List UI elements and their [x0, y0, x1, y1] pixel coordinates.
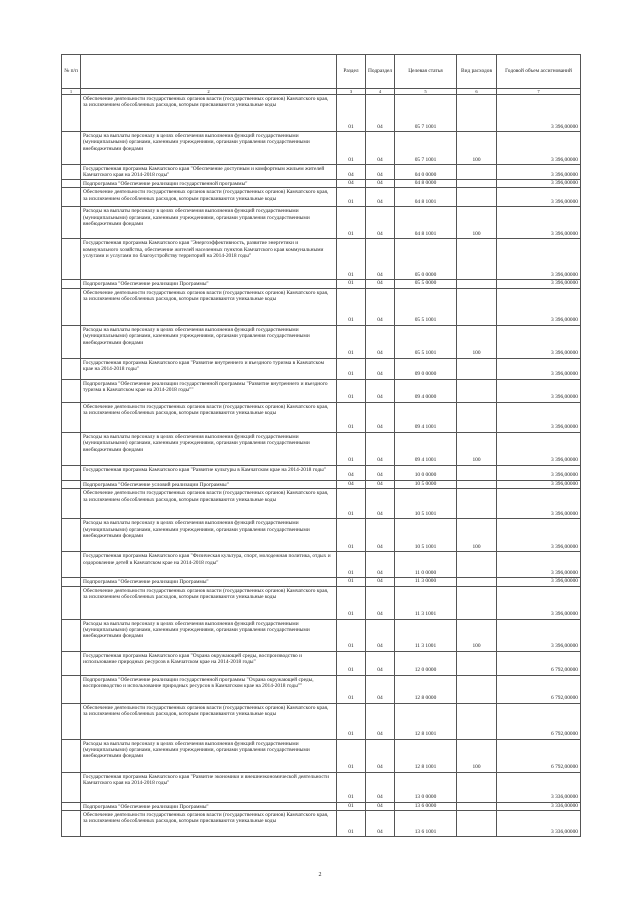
- row-number-cell: [62, 465, 81, 480]
- row-number-cell: [62, 379, 81, 402]
- row-amount-cell: 6 792,00000: [497, 651, 581, 675]
- row-section-cell: 01: [337, 288, 366, 325]
- row-section-cell: 01: [337, 432, 366, 465]
- row-subsection-cell: 04: [366, 188, 395, 207]
- row-section-cell: 01: [337, 188, 366, 207]
- row-name-cell: Государственная программа Камчатского края "Развитие внутреннего и въездного туризма в Камчатском крае на 2014-2018 годы": [81, 358, 337, 379]
- row-name-cell: Обеспечение деятельности государственных органов власти (государственных органов) Камчатского края, за исключением обособленных расходов, которым присваиваются уникальные коды: [81, 810, 337, 836]
- row-name-cell: Расходы на выплаты персоналу в целях обеспечения выполнения функций государственными (муниципальными) органами, казенными учреждениями, органами управления государственными внебюджетными фондами: [81, 519, 337, 552]
- table-row: [62, 379, 581, 402]
- row-section-cell: 01: [337, 239, 366, 280]
- column-number: 3: [337, 89, 366, 95]
- row-name-cell: Государственная программа Камчатского края "Развитие культуры в Камчатском крае на 2014-2018 годы": [81, 465, 337, 480]
- row-subsection-cell: 04: [366, 802, 395, 810]
- column-number: 1: [62, 89, 81, 95]
- row-target-article-cell: 04 8 1001: [395, 188, 457, 207]
- table-row: [62, 739, 581, 772]
- row-expense-type-cell: 100: [457, 619, 497, 651]
- table-row: [62, 288, 581, 325]
- row-subsection-cell: 04: [366, 358, 395, 379]
- row-subsection-cell: 04: [366, 132, 395, 165]
- row-target-article-cell: 12 8 1001: [395, 739, 457, 772]
- row-subsection-cell: 04: [366, 288, 395, 325]
- column-number: 2: [81, 89, 337, 95]
- row-subsection-cell: 04: [366, 810, 395, 836]
- row-expense-type-cell: [457, 772, 497, 802]
- row-name-cell: Расходы на выплаты персоналу в целях обеспечения выполнения функций государственными (муниципальными) органами, казенными учреждениями, органами управления государственными внебюджетными фондами: [81, 132, 337, 165]
- row-subsection-cell: 04: [366, 586, 395, 619]
- table-row: [62, 772, 581, 802]
- row-section-cell: 01: [337, 552, 366, 578]
- row-expense-type-cell: [457, 703, 497, 739]
- row-amount-cell: 3 396,00000: [497, 132, 581, 165]
- row-expense-type-cell: [457, 578, 497, 586]
- row-target-article-cell: 13 6 0000: [395, 802, 457, 810]
- row-number-cell: [62, 489, 81, 519]
- row-target-article-cell: 11 3 1001: [395, 586, 457, 619]
- row-section-cell: 01: [337, 619, 366, 651]
- row-name-cell: Государственная программа Камчатского края "Обеспечение доступным и комфортным жильем жителей Камчатского края на 2014-2018 годы": [81, 165, 337, 180]
- row-name-cell: Расходы на выплаты персоналу в целях обеспечения выполнения функций государственными (муниципальными) органами, казенными учреждениями, органами управления государственными внебюджетными фондами: [81, 619, 337, 651]
- column-number: 4: [366, 89, 395, 95]
- row-target-article-cell: 05 7 1001: [395, 132, 457, 165]
- row-target-article-cell: 13 0 0000: [395, 772, 457, 802]
- row-target-article-cell: 12 8 0000: [395, 675, 457, 703]
- row-subsection-cell: 04: [366, 207, 395, 239]
- row-subsection-cell: 04: [366, 465, 395, 480]
- row-subsection-cell: 04: [366, 379, 395, 402]
- row-amount-cell: 3 396,00000: [497, 578, 581, 586]
- row-target-article-cell: 05 0 0000: [395, 239, 457, 280]
- row-expense-type-cell: [457, 552, 497, 578]
- row-expense-type-cell: [457, 651, 497, 675]
- row-expense-type-cell: 100: [457, 207, 497, 239]
- row-number-cell: [62, 288, 81, 325]
- row-amount-cell: 3 396,00000: [497, 280, 581, 288]
- row-number-cell: [62, 280, 81, 288]
- row-target-article-cell: 10 5 0000: [395, 480, 457, 488]
- header-number: № п/п: [62, 55, 81, 89]
- table-row: [62, 132, 581, 165]
- row-number-cell: [62, 207, 81, 239]
- row-expense-type-cell: [457, 402, 497, 432]
- row-number-cell: [62, 739, 81, 772]
- row-amount-cell: 3 396,00000: [497, 358, 581, 379]
- table-header-row: [62, 55, 581, 89]
- row-expense-type-cell: 100: [457, 519, 497, 552]
- row-expense-type-cell: [457, 288, 497, 325]
- row-expense-type-cell: [457, 810, 497, 836]
- page-number: 2: [318, 872, 322, 878]
- row-expense-type-cell: [457, 180, 497, 188]
- row-expense-type-cell: [457, 489, 497, 519]
- table-row: [62, 432, 581, 465]
- row-target-article-cell: 05 5 0000: [395, 280, 457, 288]
- row-number-cell: [62, 432, 81, 465]
- row-section-cell: 01: [337, 358, 366, 379]
- row-subsection-cell: 04: [366, 703, 395, 739]
- row-name-cell: Расходы на выплаты персоналу в целях обеспечения выполнения функций государственными (муниципальными) органами, казенными учреждениями, органами управления государственными внебюджетными фондами: [81, 325, 337, 358]
- table-row: [62, 578, 581, 586]
- header-section: Раздел: [337, 55, 366, 89]
- row-amount-cell: 3 396,00000: [497, 325, 581, 358]
- row-name-cell: Подпрограмма "Обеспечение реализации государственной программы": [81, 180, 337, 188]
- row-section-cell: 01: [337, 95, 366, 132]
- row-section-cell: 01: [337, 651, 366, 675]
- row-target-article-cell: 05 5 1001: [395, 288, 457, 325]
- row-target-article-cell: 12 8 1001: [395, 703, 457, 739]
- row-name-cell: Обеспечение деятельности государственных органов власти (государственных органов) Камчатского края, за исключением обособленных расходов, которым присваиваются уникальные коды: [81, 95, 337, 132]
- row-target-article-cell: 12 0 0000: [395, 651, 457, 675]
- row-number-cell: [62, 810, 81, 836]
- row-target-article-cell: 11 0 0000: [395, 552, 457, 578]
- row-section-cell: 01: [337, 402, 366, 432]
- row-number-cell: [62, 772, 81, 802]
- row-amount-cell: 3 396,00000: [497, 165, 581, 180]
- row-target-article-cell: 13 6 1001: [395, 810, 457, 836]
- row-section-cell: 01: [337, 810, 366, 836]
- row-section-cell: 01: [337, 379, 366, 402]
- column-number: 5: [395, 89, 457, 95]
- row-target-article-cell: 09 4 0000: [395, 379, 457, 402]
- table-row: [62, 95, 581, 132]
- row-number-cell: [62, 325, 81, 358]
- row-section-cell: 01: [337, 578, 366, 586]
- row-subsection-cell: 04: [366, 578, 395, 586]
- row-name-cell: Государственная программа Камчатского края "Развитие экономики и внешнеэкономической деятельности Камчатского края на 2014-2018 годы": [81, 772, 337, 802]
- budget-table-sheet: [61, 54, 580, 837]
- header-name: [81, 55, 337, 89]
- row-amount-cell: 3 396,00000: [497, 180, 581, 188]
- row-target-article-cell: 10 5 1001: [395, 519, 457, 552]
- row-amount-cell: 3 396,00000: [497, 552, 581, 578]
- row-amount-cell: 3 396,00000: [497, 379, 581, 402]
- row-section-cell: 01: [337, 280, 366, 288]
- row-subsection-cell: 04: [366, 619, 395, 651]
- row-number-cell: [62, 358, 81, 379]
- table-row: [62, 480, 581, 488]
- table-body: [62, 95, 581, 837]
- row-name-cell: Обеспечение деятельности государственных органов власти (государственных органов) Камчатского края, за исключением обособленных расходов, которым присваиваются уникальные коды: [81, 402, 337, 432]
- row-target-article-cell: 09 0 0000: [395, 358, 457, 379]
- row-number-cell: [62, 480, 81, 488]
- row-expense-type-cell: [457, 465, 497, 480]
- header-expense-type: Вид расходов: [457, 55, 497, 89]
- row-amount-cell: 6 792,00000: [497, 739, 581, 772]
- row-expense-type-cell: [457, 239, 497, 280]
- row-expense-type-cell: [457, 480, 497, 488]
- row-name-cell: Обеспечение деятельности государственных органов власти (государственных органов) Камчатского края, за исключением обособленных расходов, которым присваиваются уникальные коды: [81, 489, 337, 519]
- row-section-cell: 01: [337, 802, 366, 810]
- row-name-cell: Расходы на выплаты персоналу в целях обеспечения выполнения функций государственными (муниципальными) органами, казенными учреждениями, органами управления государственными внебюджетными фондами: [81, 432, 337, 465]
- row-name-cell: Расходы на выплаты персоналу в целях обеспечения выполнения функций государственными (муниципальными) органами, казенными учреждениями, органами управления государственными внебюджетными фондами: [81, 739, 337, 772]
- row-section-cell: 01: [337, 489, 366, 519]
- row-name-cell: Подпрограмма "Обеспечение реализации государственной программы "Развитие внутреннего и въездного туризма в Камчатском крае на 2014-2018 годы"": [81, 379, 337, 402]
- row-expense-type-cell: [457, 379, 497, 402]
- row-subsection-cell: 04: [366, 675, 395, 703]
- row-target-article-cell: 04 8 0000: [395, 180, 457, 188]
- row-name-cell: Расходы на выплаты персоналу в целях обеспечения выполнения функций государственными (муниципальными) органами, казенными учреждениями, органами управления государственными внебюджетными фондами: [81, 207, 337, 239]
- row-expense-type-cell: [457, 358, 497, 379]
- row-name-cell: Обеспечение деятельности государственных органов власти (государственных органов) Камчатского края, за исключением обособленных расходов, которым присваиваются уникальные коды: [81, 586, 337, 619]
- row-subsection-cell: 04: [366, 739, 395, 772]
- row-target-article-cell: 10 0 0000: [395, 465, 457, 480]
- row-subsection-cell: 04: [366, 480, 395, 488]
- row-amount-cell: 3 396,00000: [497, 619, 581, 651]
- row-subsection-cell: 04: [366, 180, 395, 188]
- row-subsection-cell: 04: [366, 402, 395, 432]
- table-row: [62, 239, 581, 280]
- row-target-article-cell: 05 5 1001: [395, 325, 457, 358]
- row-name-cell: Подпрограмма "Обеспечение реализации государственной программы "Охрана окружающей среды, воспроизводство и использование природных ресурсов в Камчатском крае на 2014-2018 годы"": [81, 675, 337, 703]
- row-expense-type-cell: [457, 586, 497, 619]
- row-name-cell: Государственная программа Камчатского края "Энергоэффективность, развитие энергетики и коммунального хозяйства, обеспечение жителей населенных пунктов Камчатского края коммунальными услугами и услугами по благоустройству территорий на 2014-2018 годы": [81, 239, 337, 280]
- row-amount-cell: 3 396,00000: [497, 188, 581, 207]
- row-amount-cell: 3 396,00000: [497, 489, 581, 519]
- table-row: [62, 619, 581, 651]
- row-amount-cell: 3 336,00000: [497, 802, 581, 810]
- row-expense-type-cell: 100: [457, 432, 497, 465]
- row-expense-type-cell: [457, 802, 497, 810]
- row-target-article-cell: 04 0 0000: [395, 165, 457, 180]
- row-expense-type-cell: [457, 675, 497, 703]
- row-subsection-cell: 04: [366, 325, 395, 358]
- table-row: [62, 180, 581, 188]
- row-number-cell: [62, 95, 81, 132]
- row-subsection-cell: 04: [366, 489, 395, 519]
- row-number-cell: [62, 552, 81, 578]
- row-section-cell: 04: [337, 480, 366, 488]
- row-section-cell: 01: [337, 519, 366, 552]
- row-number-cell: [62, 651, 81, 675]
- header-annual-amount: Годовой объем ассигнований: [497, 55, 581, 89]
- table-row: [62, 465, 581, 480]
- table-row: [62, 552, 581, 578]
- row-amount-cell: 3 396,00000: [497, 288, 581, 325]
- row-target-article-cell: 11 3 0000: [395, 578, 457, 586]
- table-row: [62, 188, 581, 207]
- table-row: [62, 519, 581, 552]
- row-name-cell: Обеспечение деятельности государственных органов власти (государственных органов) Камчатского края, за исключением обособленных расходов, которым присваиваются уникальные коды: [81, 703, 337, 739]
- row-number-cell: [62, 675, 81, 703]
- row-amount-cell: 3 396,00000: [497, 402, 581, 432]
- table-row: [62, 810, 581, 836]
- table-row: [62, 703, 581, 739]
- table-row: [62, 280, 581, 288]
- row-subsection-cell: 04: [366, 772, 395, 802]
- table-row: [62, 651, 581, 675]
- row-target-article-cell: 09 4 1001: [395, 402, 457, 432]
- row-target-article-cell: 10 5 1001: [395, 489, 457, 519]
- row-number-cell: [62, 519, 81, 552]
- row-target-article-cell: 09 4 1001: [395, 432, 457, 465]
- row-subsection-cell: 04: [366, 432, 395, 465]
- row-amount-cell: 3 396,00000: [497, 239, 581, 280]
- row-name-cell: Подпрограмма "Обеспечение реализации Программы": [81, 280, 337, 288]
- row-number-cell: [62, 188, 81, 207]
- row-section-cell: 01: [337, 703, 366, 739]
- row-subsection-cell: 04: [366, 165, 395, 180]
- table-row: [62, 207, 581, 239]
- header-subsection: Подраздел: [366, 55, 395, 89]
- table-row: [62, 586, 581, 619]
- row-number-cell: [62, 165, 81, 180]
- row-name-cell: Подпрограмма "Обеспечение условий реализации Программы": [81, 480, 337, 488]
- row-amount-cell: 3 396,00000: [497, 480, 581, 488]
- row-name-cell: Государственная программа Камчатского края "Охрана окружающей среды, воспроизводство и использование природных ресурсов в Камчатском крае на 2014-2018 годы": [81, 651, 337, 675]
- row-number-cell: [62, 802, 81, 810]
- column-number: 7: [497, 89, 581, 95]
- row-target-article-cell: 05 7 1001: [395, 95, 457, 132]
- row-section-cell: 04: [337, 180, 366, 188]
- row-expense-type-cell: 100: [457, 325, 497, 358]
- row-expense-type-cell: 100: [457, 132, 497, 165]
- table-row: [62, 675, 581, 703]
- row-section-cell: 01: [337, 739, 366, 772]
- row-number-cell: [62, 586, 81, 619]
- row-amount-cell: 3 396,00000: [497, 519, 581, 552]
- row-expense-type-cell: [457, 165, 497, 180]
- row-amount-cell: 3 396,00000: [497, 95, 581, 132]
- row-amount-cell: 6 792,00000: [497, 703, 581, 739]
- row-number-cell: [62, 180, 81, 188]
- row-subsection-cell: 04: [366, 519, 395, 552]
- row-expense-type-cell: 100: [457, 739, 497, 772]
- row-amount-cell: 3 396,00000: [497, 465, 581, 480]
- table-row: [62, 402, 581, 432]
- row-number-cell: [62, 703, 81, 739]
- row-subsection-cell: 04: [366, 552, 395, 578]
- table-row: [62, 358, 581, 379]
- table-row: [62, 489, 581, 519]
- row-expense-type-cell: [457, 95, 497, 132]
- row-number-cell: [62, 578, 81, 586]
- row-amount-cell: 3 396,00000: [497, 207, 581, 239]
- row-name-cell: Подпрограмма "Обеспечение реализации Программы": [81, 578, 337, 586]
- row-section-cell: 01: [337, 132, 366, 165]
- row-name-cell: Государственная программа Камчатского края "Физическая культура, спорт, молодежная политика, отдых и оздоровление детей в Камчатском крае на 2014-2018 годы": [81, 552, 337, 578]
- row-number-cell: [62, 402, 81, 432]
- table-row: [62, 165, 581, 180]
- row-amount-cell: 6 792,00000: [497, 675, 581, 703]
- row-expense-type-cell: [457, 188, 497, 207]
- row-target-article-cell: 11 3 1001: [395, 619, 457, 651]
- row-amount-cell: 3 396,00000: [497, 586, 581, 619]
- row-amount-cell: 3 336,00000: [497, 810, 581, 836]
- row-section-cell: 01: [337, 586, 366, 619]
- row-section-cell: 01: [337, 207, 366, 239]
- row-name-cell: Обеспечение деятельности государственных органов власти (государственных органов) Камчатского края, за исключением обособленных расходов, которым присваиваются уникальные коды: [81, 188, 337, 207]
- row-number-cell: [62, 239, 81, 280]
- row-expense-type-cell: [457, 280, 497, 288]
- table-row: [62, 802, 581, 810]
- row-section-cell: 01: [337, 772, 366, 802]
- row-name-cell: Обеспечение деятельности государственных органов власти (государственных органов) Камчатского края, за исключением обособленных расходов, которым присваиваются уникальные коды: [81, 288, 337, 325]
- row-name-cell: Подпрограмма "Обеспечение реализации Программы": [81, 802, 337, 810]
- row-section-cell: 01: [337, 675, 366, 703]
- header-target-article: Целевая статья: [395, 55, 457, 89]
- row-amount-cell: 3 336,00000: [497, 772, 581, 802]
- column-number: 6: [457, 89, 497, 95]
- row-number-cell: [62, 132, 81, 165]
- row-subsection-cell: 04: [366, 95, 395, 132]
- row-subsection-cell: 04: [366, 239, 395, 280]
- row-subsection-cell: 04: [366, 651, 395, 675]
- budget-table: [61, 54, 581, 837]
- table-row: [62, 325, 581, 358]
- row-section-cell: 01: [337, 325, 366, 358]
- row-amount-cell: 3 396,00000: [497, 432, 581, 465]
- row-subsection-cell: 04: [366, 280, 395, 288]
- row-section-cell: 04: [337, 465, 366, 480]
- row-target-article-cell: 04 8 1001: [395, 207, 457, 239]
- row-number-cell: [62, 619, 81, 651]
- row-section-cell: 04: [337, 165, 366, 180]
